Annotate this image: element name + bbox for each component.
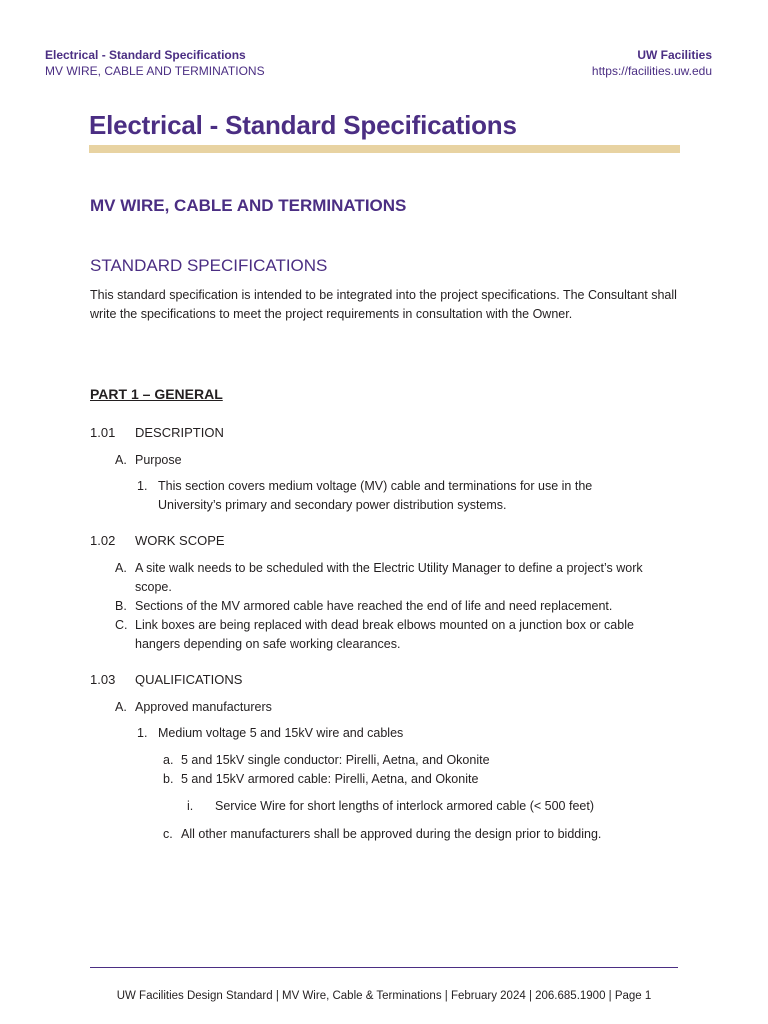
title-underline-rule (89, 145, 680, 153)
section-title-description: DESCRIPTION (135, 425, 224, 440)
item-marker: c. (163, 827, 173, 841)
item-marker: A. (115, 561, 127, 575)
section-heading: MV WIRE, CABLE AND TERMINATIONS (90, 196, 407, 215)
section-title-qualifications: QUALIFICATIONS (135, 672, 243, 687)
work-scope-b: Sections of the MV armored cable have reached the end of life and need replacement. (135, 599, 613, 613)
section-number-1-02: 1.02 (90, 533, 116, 548)
other-manufacturers-item: All other manufacturers shall be approved during the design prior to bidding. (181, 827, 602, 841)
page-footer: UW Facilities Design Standard | MV Wire, Cable & Terminations | February 2024 | 206.685.1900 | Page 1 (116, 990, 652, 1002)
intro-paragraph: This standard specification is intended to be integrated into the project specifications. The Consultant shall write the specifications to meet the project requirements in consultation with the Owner. (90, 288, 677, 321)
item-marker: i. (187, 799, 194, 813)
mv-wire-cables-item: Medium voltage 5 and 15kV wire and cables (158, 726, 404, 740)
work-scope-a-line2: scope. (135, 580, 172, 594)
item-purpose: Purpose (135, 453, 182, 467)
item-marker: A. (115, 700, 127, 714)
work-scope-c-line2: hangers depending on safe working clearances. (135, 637, 401, 651)
approved-manufacturers: Approved manufacturers (135, 700, 272, 714)
service-wire-item: Service Wire for short lengths of interlock armored cable (< 500 feet) (215, 799, 594, 813)
single-conductor-item: 5 and 15kV single conductor: Pirelli, Aetna, and Okonite (181, 753, 490, 767)
item-marker: 1. (137, 726, 148, 740)
section-number-1-01: 1.01 (90, 425, 116, 440)
item-purpose-1-line2: University’s primary and secondary power distribution systems. (158, 498, 507, 512)
item-marker: A. (115, 453, 127, 467)
section-number-1-03: 1.03 (90, 672, 116, 687)
section-title-work-scope: WORK SCOPE (135, 533, 225, 548)
header-doc-subtitle: MV WIRE, CABLE AND TERMINATIONS (45, 64, 265, 78)
item-marker: b. (163, 772, 174, 786)
header-doc-title: Electrical - Standard Specifications (45, 48, 246, 62)
subheading: STANDARD SPECIFICATIONS (90, 256, 328, 275)
page-header-right (592, 47, 712, 79)
item-marker: a. (163, 753, 174, 767)
page-title: Electrical - Standard Specifications (89, 110, 517, 140)
footer-rule (90, 967, 678, 968)
part-1-heading: PART 1 – GENERAL (90, 386, 223, 402)
header-org-name: UW Facilities (637, 48, 712, 62)
armored-cable-item: 5 and 15kV armored cable: Pirelli, Aetna, and Okonite (181, 772, 479, 786)
item-marker: C. (115, 618, 128, 632)
item-purpose-1-line1: This section covers medium voltage (MV) cable and terminations for use in the (158, 479, 593, 493)
page-header-left (45, 47, 265, 79)
item-marker: 1. (137, 479, 148, 493)
work-scope-c-line1: Link boxes are being replaced with dead break elbows mounted on a junction box or cable (135, 618, 634, 632)
header-url-link[interactable]: https://facilities.uw.edu (591, 64, 712, 78)
item-marker: B. (115, 599, 127, 613)
work-scope-a-line1: A site walk needs to be scheduled with the Electric Utility Manager to define a project’s work (135, 561, 643, 575)
